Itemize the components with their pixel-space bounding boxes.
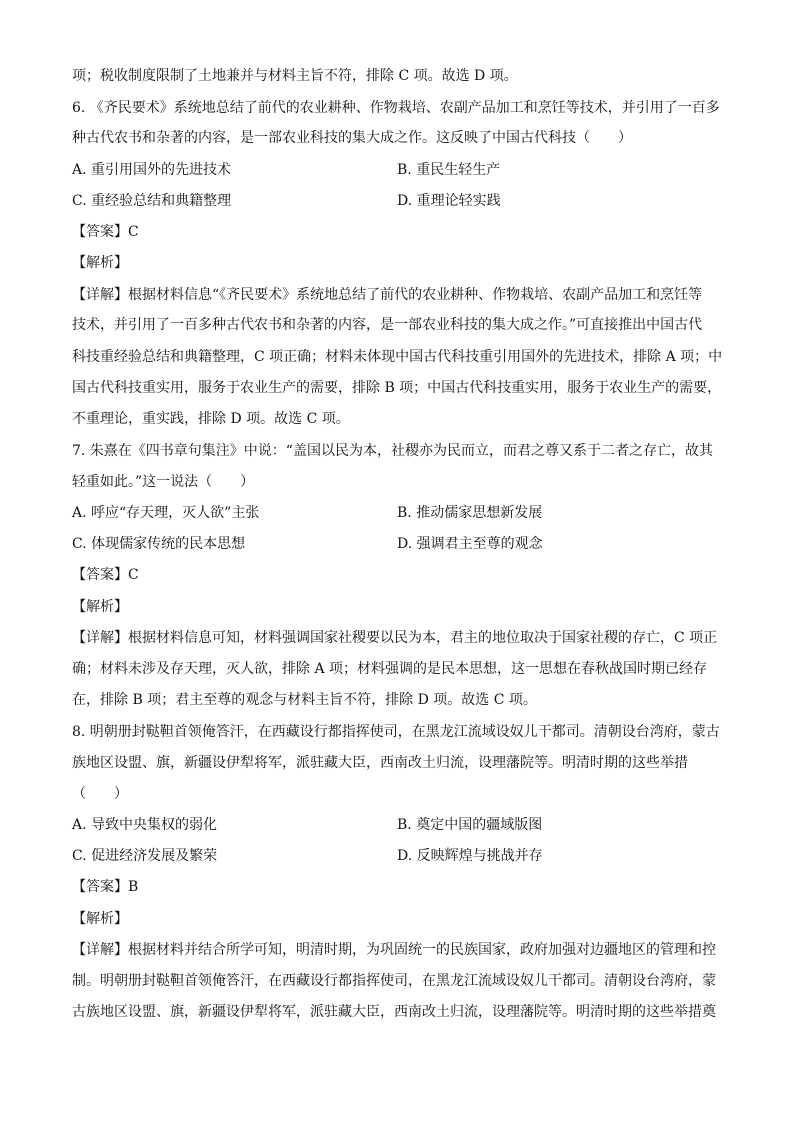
q8-detail-line: 【详解】根据材料并结合所学可知，明清时期，为巩固统一的民族国家，政府加强对边疆地区的管理和控 — [72, 942, 716, 958]
q6-answer: 【答案】C — [72, 224, 139, 240]
question-8-stem-cont: （ ） — [72, 786, 128, 802]
q6-detail-line: 不重理论，重实践，排除 D 项。故选 C 项。 — [72, 411, 350, 427]
q6-detail-line: 技术，并引用了一百多种古代农书和杂著的内容，是一部农业科技的集大成之作。”可直接推出中国古代 — [72, 317, 703, 333]
q8-analysis-heading: 【解析】 — [72, 911, 128, 927]
q7-analysis-heading: 【解析】 — [72, 599, 128, 615]
question-6-stem: 6. 《齐民要术》系统地总结了前代的农业耕种、作物栽培、农副产品加工和烹饪等技术，并引用了一百多 — [72, 100, 720, 116]
question-7-stem: 7. 朱熹在《四书章句集注》中说：“盖国以民为本，社稷亦为民而立，而君之尊又系于二者之存亡，故其 — [72, 443, 713, 459]
q8-option-a: A. 导致中央集权的弱化 — [72, 817, 218, 833]
question-6-stem-cont: 种古代农书和杂著的内容，是一部农业科技的集大成之作。这反映了中国古代科技（ ） — [72, 130, 632, 146]
q6-detail-line: 【详解】根据材料信息“《齐民要术》系统地总结了前代的农业耕种、作物栽培、农副产品加工和烹饪等 — [72, 287, 703, 303]
q6-option-c: C. 重经验总结和典籍整理 — [72, 193, 232, 209]
q7-detail-line: 确；材料未涉及存天理，灭人欲，排除 A 项；材料强调的是民本思想，这一思想在春秋战国时期已经存 — [72, 661, 708, 677]
q7-option-a: A. 呼应“存天理，灭人欲”主张 — [72, 505, 260, 521]
q7-option-c: C. 体现儒家传统的民本思想 — [72, 536, 246, 552]
q8-detail-line: 古族地区设盟、旗，新疆设伊犁将军，派驻藏大臣，西南改土归流，设理藩院等。明清时期的这些举措奠 — [72, 1004, 716, 1020]
q6-detail-line: 国古代科技重实用，服务于农业生产的需要，排除 B 项；中国古代科技重实用，服务于农业生产的需要， — [72, 380, 722, 396]
question-7-stem-cont: 轻重如此。”这一说法（ ） — [72, 474, 255, 490]
q6-option-a: A. 重引用国外的先进技术 — [72, 162, 232, 178]
q6-detail-line: 科技重经验总结和典籍整理，C 项正确；材料未体现中国古代科技重引用国外的先进技术，排除 A 项；中 — [72, 349, 723, 365]
q8-option-c: C. 促进经济发展及繁荣 — [72, 848, 218, 864]
q7-answer: 【答案】C — [72, 567, 139, 583]
question-8-stem-cont: 族地区设盟、旗，新疆设伊犁将军，派驻藏大臣，西南改土归流，设理藩院等。明清时期的这些举措 — [72, 755, 688, 771]
q7-option-d: D. 强调君主至尊的观念 — [397, 536, 543, 552]
q8-answer: 【答案】B — [72, 879, 139, 895]
q6-analysis-heading: 【解析】 — [72, 255, 128, 271]
text-line: 项；税收制度限制了土地兼并与材料主旨不符，排除 C 项。故选 D 项。 — [72, 68, 518, 84]
q6-option-b: B. 重民生轻生产 — [397, 162, 501, 178]
q7-detail-line: 【详解】根据材料信息可知，材料强调国家社稷要以民为本，君主的地位取决于国家社稷的存亡，C 项正 — [72, 630, 718, 646]
q7-detail-line: 在，排除 B 项；君主至尊的观念与材料主旨不符，排除 D 项。故选 C 项。 — [72, 692, 537, 708]
q7-option-b: B. 推动儒家思想新发展 — [397, 505, 543, 521]
q8-option-b: B. 奠定中国的疆域版图 — [397, 817, 543, 833]
question-8-stem: 8. 明朝册封鞑靼首领俺答汗，在西藏设行都指挥使司，在黑龙江流域设奴儿干都司。清朝设台湾府，蒙古 — [72, 724, 720, 740]
q8-detail-line: 制。明朝册封鞑靼首领俺答汗，在西藏设行都指挥使司，在黑龙江流域设奴儿干都司。清朝设台湾府，蒙 — [72, 973, 716, 989]
q6-option-d: D. 重理论轻实践 — [397, 193, 501, 209]
q8-option-d: D. 反映辉煌与挑战并存 — [397, 848, 543, 864]
